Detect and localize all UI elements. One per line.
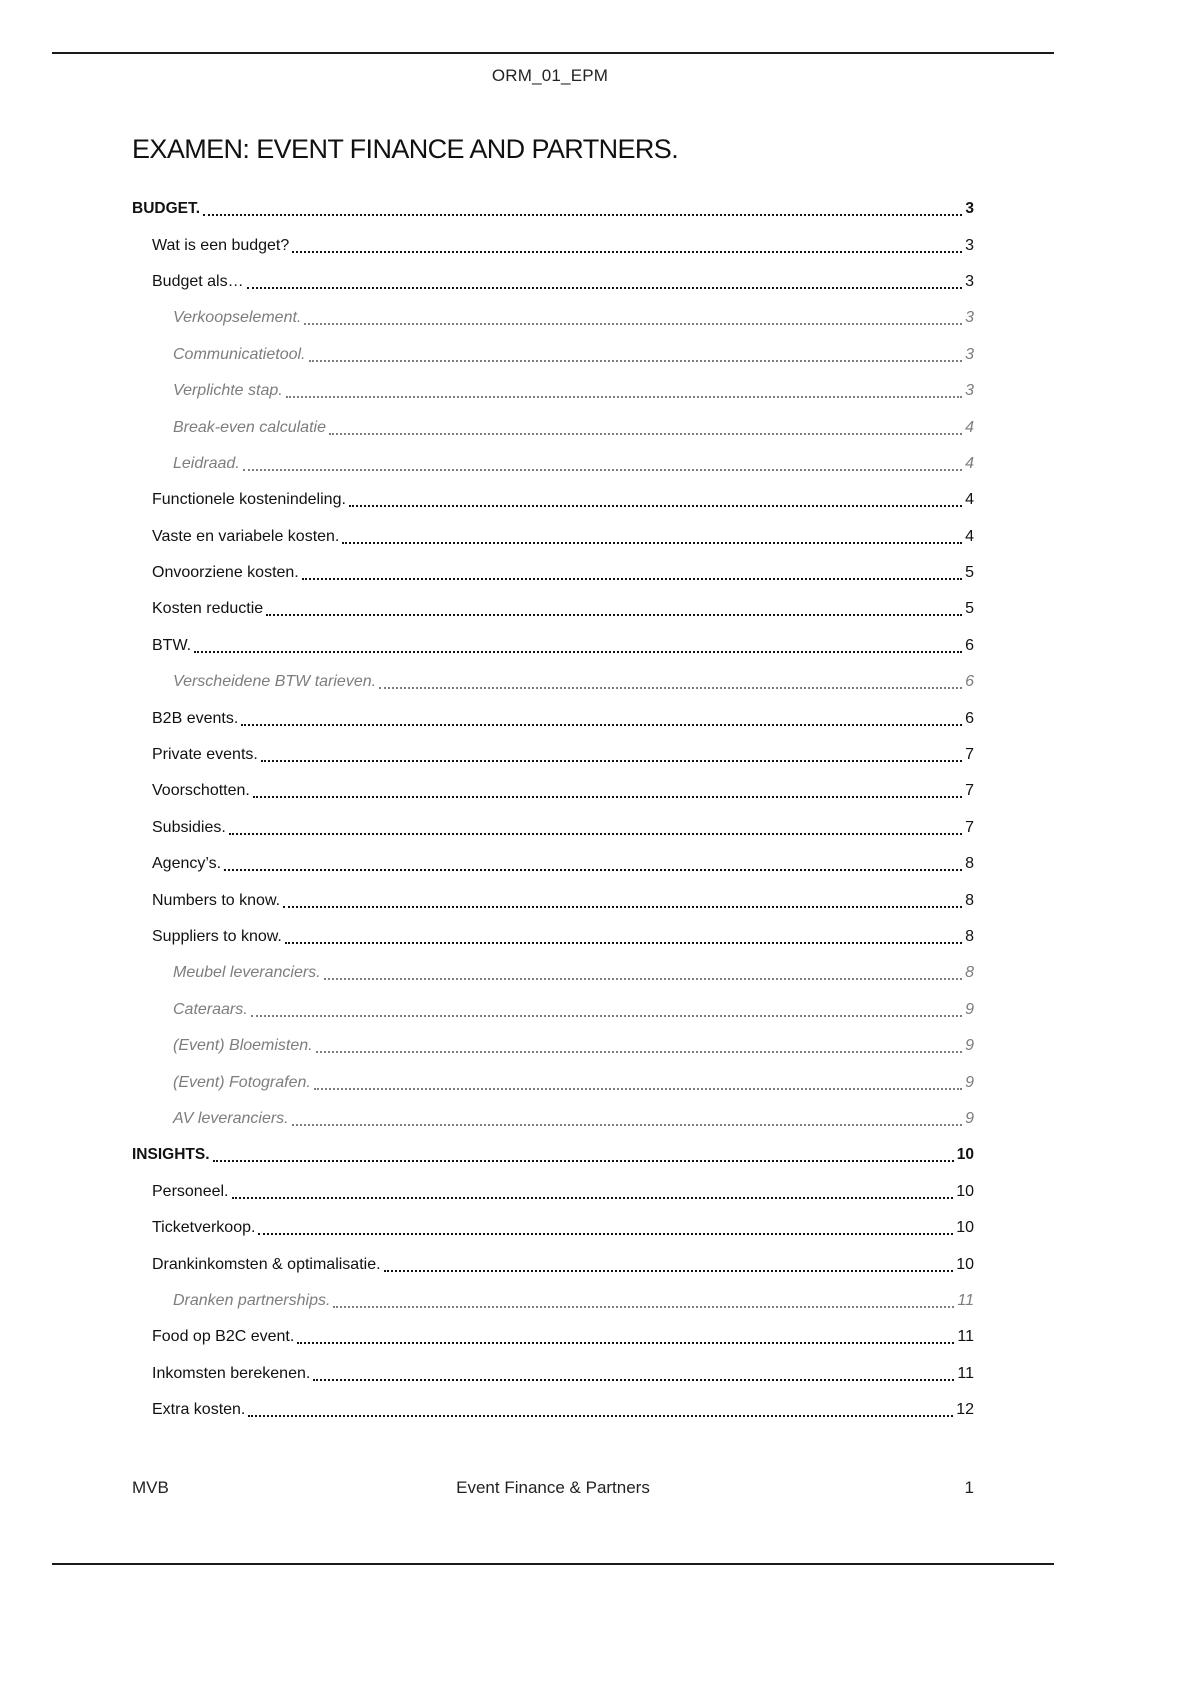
toc-subentry[interactable] xyxy=(132,1064,974,1100)
dot-leader xyxy=(286,396,962,398)
toc-page-number: 6 xyxy=(965,636,974,654)
toc-entry-label: Kosten reductie xyxy=(152,600,264,618)
toc-entry-label: Suppliers to know. xyxy=(152,928,282,945)
toc-page-number: 7 xyxy=(965,818,974,836)
dot-leader xyxy=(324,978,962,980)
toc-entry-label: Wat is een budget? xyxy=(152,236,290,254)
dot-leader xyxy=(342,542,962,544)
toc-entry-label: Break-even calculatie xyxy=(173,418,326,436)
toc-page-number: 3 xyxy=(965,236,974,254)
dot-leader xyxy=(253,796,962,798)
toc-page-number: 3 xyxy=(965,272,974,290)
toc-entry[interactable] xyxy=(132,1356,974,1392)
toc-entry-label: Voorschotten. xyxy=(152,782,250,800)
toc-subentry[interactable] xyxy=(132,1028,974,1064)
toc-entry[interactable] xyxy=(132,591,974,627)
toc-entry-label: Agency’s. xyxy=(152,855,222,873)
toc-entry-label: INSIGHTS. xyxy=(132,1146,210,1164)
toc-section-heading[interactable] xyxy=(132,191,974,227)
toc-entry-label: B2B events. xyxy=(152,709,239,727)
dot-leader xyxy=(194,651,962,653)
dot-leader xyxy=(384,1270,954,1272)
toc-entry[interactable] xyxy=(132,1210,974,1246)
toc-page-number: 4 xyxy=(965,454,974,472)
toc-page-number: 5 xyxy=(965,564,974,582)
toc-entry[interactable] xyxy=(132,1319,974,1355)
toc-entry-label: Communicatietool. xyxy=(173,345,306,363)
toc-page-number: 9 xyxy=(965,1037,974,1055)
toc-entry-label: Functionele kostenindeling. xyxy=(152,491,346,509)
toc-entry-label: (Event) Fotografen. xyxy=(173,1073,311,1091)
toc-entry[interactable] xyxy=(132,1174,974,1210)
toc-entry-label: AV leveranciers. xyxy=(173,1109,289,1127)
dot-leader xyxy=(297,1342,954,1344)
toc-subentry[interactable] xyxy=(132,992,974,1028)
toc-entry-label: Verplichte stap. xyxy=(173,382,283,400)
dot-leader xyxy=(302,578,962,580)
toc-entry[interactable] xyxy=(132,519,974,555)
toc-entry[interactable] xyxy=(132,628,974,664)
toc-page-number: 11 xyxy=(957,1364,974,1382)
toc-page-number: 8 xyxy=(965,928,974,945)
toc-entry[interactable] xyxy=(132,737,974,773)
page-footer xyxy=(132,1478,974,1500)
dot-leader xyxy=(224,869,962,871)
toc-page-number: 8 xyxy=(965,964,974,982)
dot-leader xyxy=(229,833,962,835)
dot-leader xyxy=(241,724,962,726)
toc-entry-label: Food op B2C event. xyxy=(152,1328,295,1346)
toc-page-number: 9 xyxy=(965,1073,974,1091)
toc-page-number: 10 xyxy=(956,1182,974,1200)
dot-leader xyxy=(314,1088,962,1090)
footer-author: MVB xyxy=(132,1478,169,1497)
dot-leader xyxy=(243,469,962,471)
toc-page-number: 7 xyxy=(965,782,974,800)
toc-page-number: 5 xyxy=(965,600,974,618)
dot-leader xyxy=(251,1015,962,1017)
dot-leader xyxy=(261,760,962,762)
toc-page-number: 10 xyxy=(956,1219,974,1237)
toc-subentry[interactable] xyxy=(132,664,974,700)
toc-entry-label: Drankinkomsten & optimalisatie. xyxy=(152,1255,381,1273)
dot-leader xyxy=(292,1124,962,1126)
toc-subentry[interactable] xyxy=(132,1283,974,1319)
dot-leader xyxy=(248,1415,953,1417)
toc-entry-label: Numbers to know. xyxy=(152,891,281,909)
toc-page-number: 9 xyxy=(965,1000,974,1018)
dot-leader xyxy=(285,942,962,944)
toc-entry-label: Verscheidene BTW tarieven. xyxy=(173,673,377,691)
toc-entry-label: Dranken partnerships. xyxy=(173,1291,331,1309)
toc-entry[interactable] xyxy=(132,1246,974,1282)
toc-section-heading[interactable] xyxy=(132,1137,974,1173)
toc-subentry[interactable] xyxy=(132,409,974,445)
toc-page-number: 11 xyxy=(957,1328,974,1346)
toc-entry-label: BTW. xyxy=(152,636,192,654)
toc-entry-label: Onvoorziene kosten. xyxy=(152,564,299,582)
toc-entry-label: Vaste en variabele kosten. xyxy=(152,527,340,545)
footer-page-number: 1 xyxy=(964,1478,974,1497)
toc-page-number: 11 xyxy=(957,1291,974,1309)
dot-leader xyxy=(292,251,962,253)
toc-page-number: 6 xyxy=(965,709,974,727)
toc-page-number: 10 xyxy=(956,1146,974,1164)
toc-page-number: 10 xyxy=(956,1255,974,1273)
toc-entry[interactable] xyxy=(132,846,974,882)
toc-entry-label: (Event) Bloemisten. xyxy=(173,1037,313,1055)
dot-leader xyxy=(266,614,962,616)
toc-page-number: 12 xyxy=(956,1401,974,1419)
toc-entry-label: Extra kosten. xyxy=(152,1401,246,1419)
document-title: EXAMEN: EVENT FINANCE AND PARTNERS. xyxy=(132,134,679,164)
toc-entry-label: Leidraad. xyxy=(173,454,240,472)
dot-leader xyxy=(232,1197,954,1199)
dot-leader xyxy=(247,287,962,289)
table-of-contents xyxy=(132,191,974,1428)
toc-entry[interactable] xyxy=(132,264,974,300)
running-header: ORM_01_EPM xyxy=(491,66,609,85)
dot-leader xyxy=(329,433,962,435)
toc-entry-label: Private events. xyxy=(152,746,258,764)
dot-leader xyxy=(304,323,962,325)
toc-subentry[interactable] xyxy=(132,337,974,373)
dot-leader xyxy=(203,214,962,216)
toc-subentry[interactable] xyxy=(132,373,974,409)
toc-entry-label: Cateraars. xyxy=(173,1000,248,1018)
toc-page-number: 4 xyxy=(965,491,974,509)
toc-entry-label: Meubel leveranciers. xyxy=(173,964,321,982)
toc-page-number: 3 xyxy=(965,382,974,400)
toc-entry-label: Personeel. xyxy=(152,1182,229,1200)
toc-subentry[interactable] xyxy=(132,955,974,991)
dot-leader xyxy=(309,360,963,362)
toc-entry-label: Subsidies. xyxy=(152,818,226,836)
toc-entry[interactable] xyxy=(132,773,974,809)
toc-entry[interactable] xyxy=(132,919,974,955)
toc-entry-label: Budget als… xyxy=(152,272,244,290)
toc-page-number: 7 xyxy=(965,746,974,764)
header-rule xyxy=(52,52,1054,54)
toc-subentry[interactable] xyxy=(132,446,974,482)
dot-leader xyxy=(349,505,962,507)
toc-page-number: 8 xyxy=(965,891,974,909)
toc-page-number: 4 xyxy=(965,418,974,436)
footer-course-title: Event Finance & Partners xyxy=(456,1478,650,1497)
toc-page-number: 9 xyxy=(965,1109,974,1127)
toc-page-number: 4 xyxy=(965,527,974,545)
dot-leader xyxy=(283,906,962,908)
toc-page-number: 8 xyxy=(965,855,974,873)
dot-leader xyxy=(333,1306,954,1308)
toc-entry[interactable] xyxy=(132,1392,974,1428)
toc-subentry[interactable] xyxy=(132,300,974,336)
toc-page-number: 3 xyxy=(965,200,974,218)
toc-entry-label: Ticketverkoop. xyxy=(152,1219,256,1237)
toc-entry[interactable] xyxy=(132,810,974,846)
dot-leader xyxy=(379,687,962,689)
toc-entry[interactable] xyxy=(132,700,974,736)
toc-entry-label: Verkoopselement. xyxy=(173,309,302,327)
toc-entry[interactable] xyxy=(132,482,974,518)
toc-entry-label: Inkomsten berekenen. xyxy=(152,1364,311,1382)
toc-page-number: 3 xyxy=(965,345,974,363)
dot-leader xyxy=(258,1233,953,1235)
dot-leader xyxy=(313,1379,954,1381)
toc-page-number: 3 xyxy=(965,309,974,327)
dot-leader xyxy=(213,1160,954,1162)
toc-page-number: 6 xyxy=(965,673,974,691)
toc-entry[interactable] xyxy=(132,555,974,591)
toc-entry[interactable] xyxy=(132,882,974,918)
footer-rule xyxy=(52,1563,1054,1565)
toc-subentry[interactable] xyxy=(132,1101,974,1137)
dot-leader xyxy=(316,1051,962,1053)
toc-entry-label: BUDGET. xyxy=(132,200,201,218)
toc-entry[interactable] xyxy=(132,227,974,263)
